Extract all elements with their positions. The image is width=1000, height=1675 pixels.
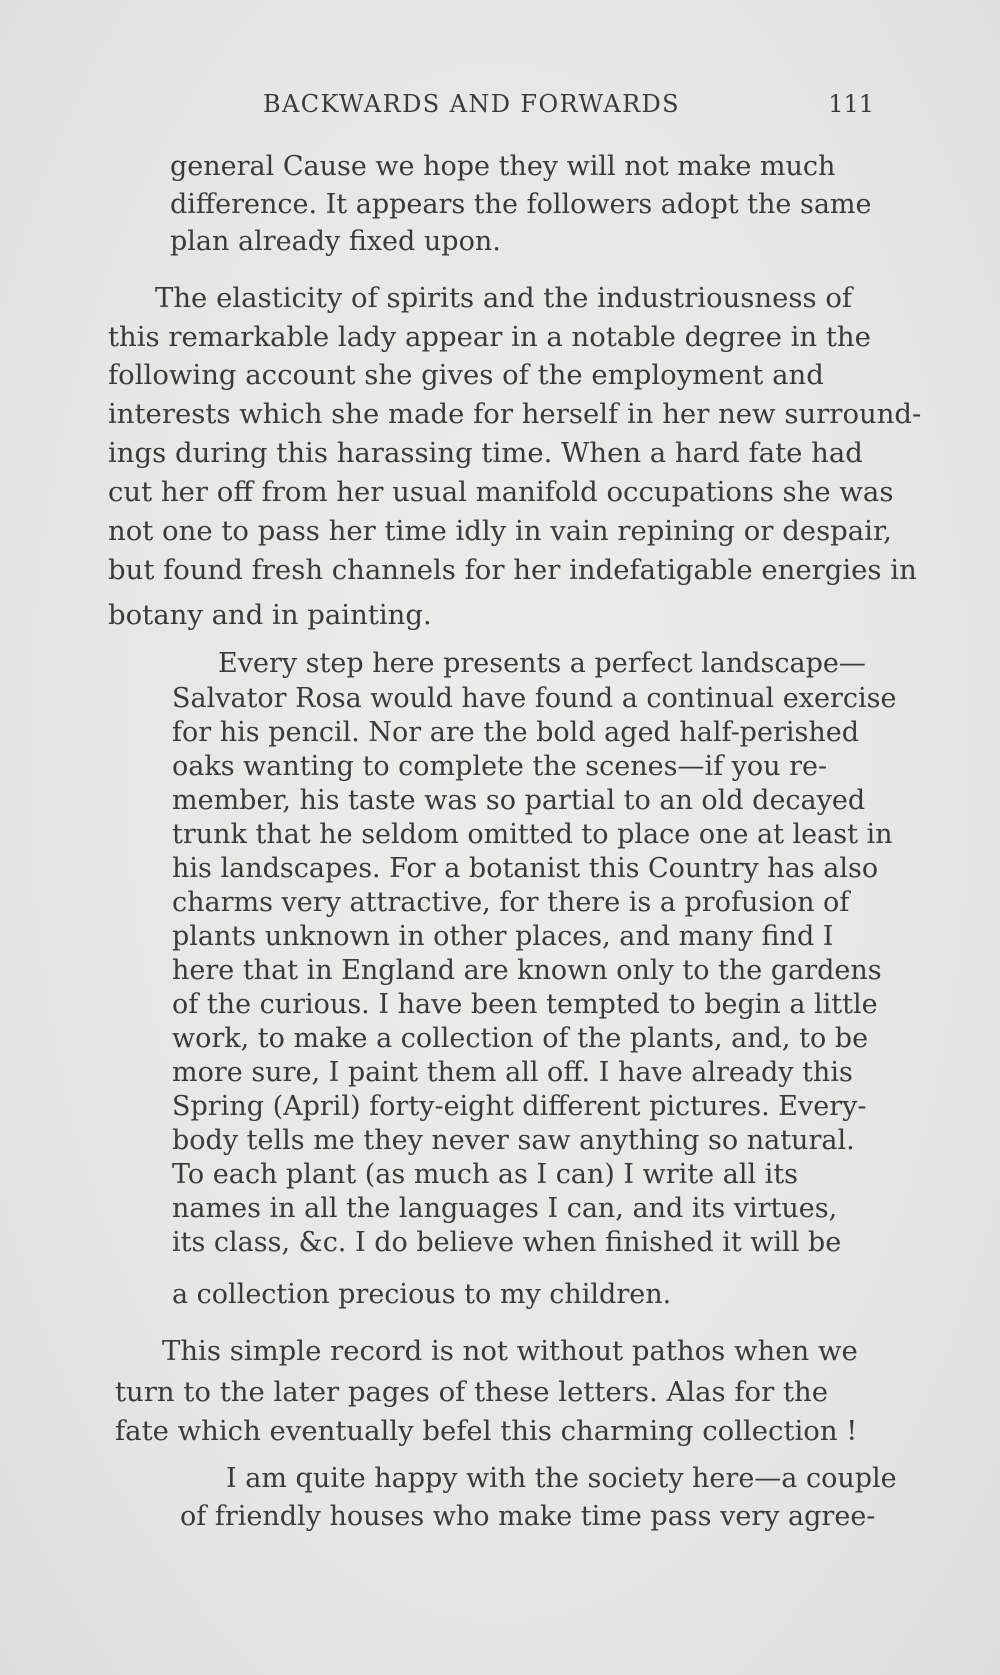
text-line: Spring (April) forty-eight different pictures. Every- bbox=[172, 1091, 867, 1122]
text-line: Salvator Rosa would have found a continual exercise bbox=[172, 683, 897, 714]
text-line: general Cause we hope they will not make much bbox=[170, 151, 836, 182]
text-line: botany and in painting. bbox=[108, 599, 432, 631]
text-line: This simple record is not without pathos when we bbox=[162, 1335, 858, 1367]
text-line: interests which she made for herself in her new surround- bbox=[108, 398, 922, 430]
text-line: plants unknown in other places, and many find I bbox=[172, 921, 834, 952]
running-title: BACKWARDS AND FORWARDS bbox=[263, 90, 681, 118]
text-line: its class, &c. I do believe when finished it will be bbox=[172, 1227, 842, 1258]
text-line: his landscapes. For a botanist this Country has also bbox=[172, 853, 879, 884]
text-line: ings during this harassing time. When a hard fate had bbox=[108, 437, 863, 469]
text-line: I am quite happy with the society here—a couple bbox=[226, 1463, 897, 1494]
text-line: for his pencil. Nor are the bold aged half-perished bbox=[172, 717, 859, 748]
text-line: a collection precious to my children. bbox=[172, 1279, 672, 1310]
text-line: Every step here presents a perfect landscape— bbox=[218, 648, 866, 679]
text-line: not one to pass her time idly in vain repining or despair, bbox=[108, 515, 892, 547]
text-line: trunk that he seldom omitted to place one at least in bbox=[172, 819, 893, 850]
text-line: body tells me they never saw anything so natural. bbox=[172, 1125, 855, 1156]
text-line: of the curious. I have been tempted to begin a little bbox=[172, 989, 878, 1020]
text-line: this remarkable lady appear in a notable degree in the bbox=[108, 321, 871, 353]
text-line: plan already fixed upon. bbox=[170, 226, 501, 257]
running-header bbox=[160, 84, 880, 124]
text-line: The elasticity of spirits and the industriousness of bbox=[155, 282, 853, 314]
text-line: names in all the languages I can, and its virtues, bbox=[172, 1193, 838, 1224]
text-line: but found fresh channels for her indefatigable energies in bbox=[108, 554, 917, 586]
text-line: oaks wanting to complete the scenes—if you re- bbox=[172, 751, 828, 782]
text-line: work, to make a collection of the plants, and, to be bbox=[172, 1023, 869, 1054]
text-line: following account she gives of the employment and bbox=[108, 359, 824, 391]
text-line: fate which eventually befel this charming collection ! bbox=[115, 1415, 858, 1447]
text-line: cut her off from her usual manifold occupations she was bbox=[108, 476, 894, 508]
text-line: difference. It appears the followers adopt the same bbox=[170, 189, 872, 220]
text-line: member, his taste was so partial to an old decayed bbox=[172, 785, 866, 816]
text-line: To each plant (as much as I can) I write all its bbox=[172, 1159, 799, 1190]
text-line: here that in England are known only to the gardens bbox=[172, 955, 882, 986]
text-line: turn to the later pages of these letters. Alas for the bbox=[115, 1376, 829, 1408]
text-line: charms very attractive, for there is a profusion of bbox=[172, 887, 850, 918]
text-line: more sure, I paint them all off. I have already this bbox=[172, 1057, 853, 1088]
text-line: of friendly houses who make time pass very agree- bbox=[180, 1501, 876, 1532]
page-number: 111 bbox=[828, 90, 874, 118]
